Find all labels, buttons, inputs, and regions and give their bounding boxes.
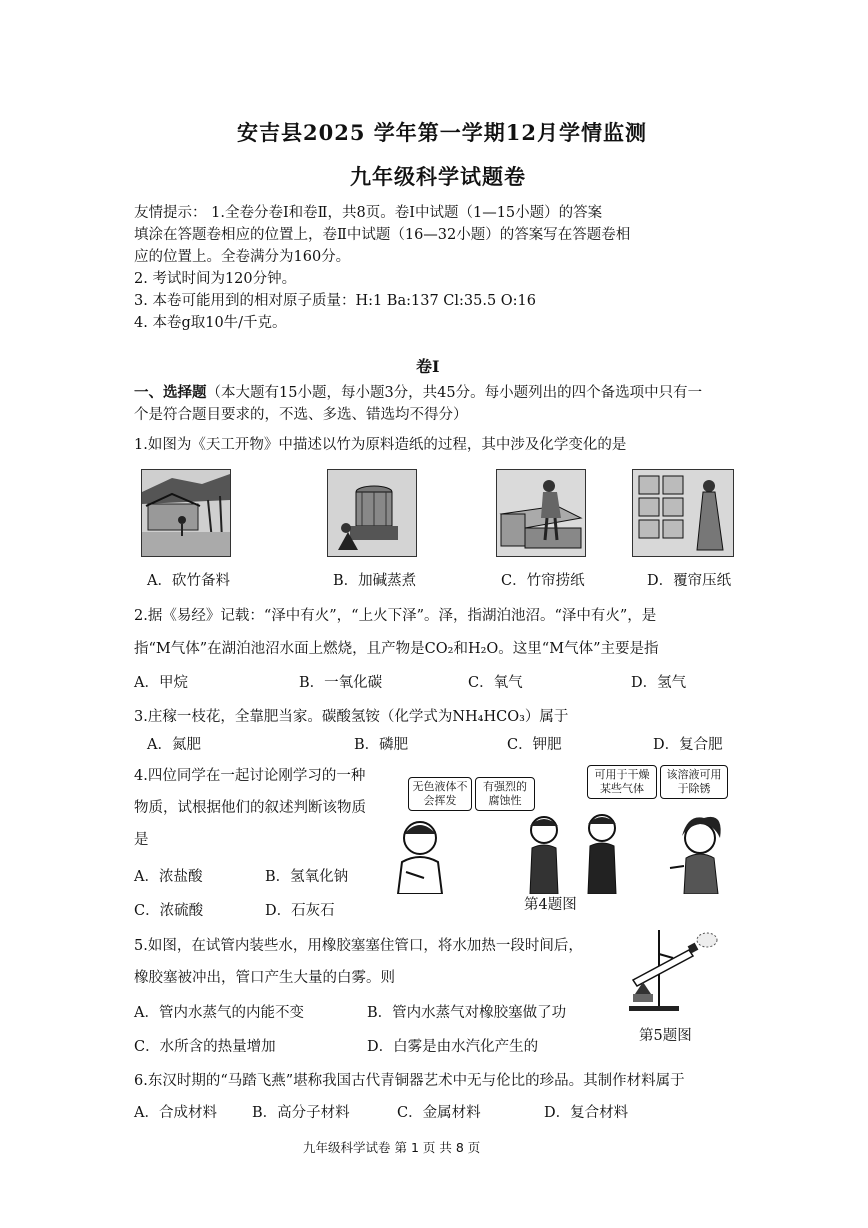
page-subtitle: 九年级科学试题卷 [350,164,526,189]
alkali-boiling-illustration [328,470,416,556]
q2-option-d: D．氢气 [631,675,687,691]
q3-option-b: B．磷肥 [354,737,409,753]
page-footer: 九年级科学试卷 第 1 页 共 8 页 [303,1140,481,1155]
q5-line-2: 橡胶塞被冲出，管口产生大量的白雾。则 [134,970,395,986]
q4-line-3: 是 [134,832,149,848]
section-heading-bold: 一、选择题 [134,384,207,401]
q2-option-b: B．一氧化碳 [299,675,383,691]
q4-students-illustration [384,808,740,894]
q4-line-1: 4.四位同学在一起讨论刚学习的一种 [134,768,366,784]
tips-line-3: 应的位置上。全卷满分为160分。 [134,249,351,265]
q3-option-c: C．钾肥 [507,737,562,753]
q1-figure-c [496,469,586,557]
section-name: 卷Ⅰ [416,357,440,376]
q2-option-c: C．氧气 [468,675,523,691]
q4-bubble-2: 有强烈的腐蚀性 [475,777,535,811]
tips-line-1: 友情提示： 1.全卷分卷Ⅰ和卷Ⅱ，共8页。卷Ⅰ中试题（1—15小题）的答案 [134,205,603,221]
q4-bubble-1: 无色液体不会挥发 [408,777,472,811]
q4-option-d: D．石灰石 [265,903,335,919]
q4-option-a: A．浓盐酸 [134,869,203,885]
q6-option-a: A．合成材料 [134,1105,217,1121]
q5-test-tube-apparatus [615,924,725,1014]
q2-line-2: 指“M气体”在湖泊池沼水面上燃烧，且产物是CO₂和H₂O。这里“M气体”主要是指 [134,641,659,657]
tips-line-2: 填涂在答题卷相应的位置上，卷Ⅱ中试题（16—32小题）的答案写在答题卷相 [134,227,631,243]
page-title: 安吉县2025 学年第一学期12月学情监测 [237,120,647,145]
q4-line-2: 物质，试根据他们的叙述判断该物质 [134,800,366,816]
q4-bubble-3: 可用于干燥某些气体 [587,765,657,799]
q1-figure-a [141,469,231,557]
q6-stem: 6.东汉时期的“马踏飞燕”堪称我国古代青铜器艺术中无与伦比的珍品。其制作材料属于 [134,1073,685,1089]
q4-figure-caption: 第4题图 [524,897,577,913]
q1-option-b: B．加碱蒸煮 [333,573,417,589]
q3-stem: 3.庄稼一枝花，全靠肥当家。碳酸氢铵（化学式为NH₄HCO₃）属于 [134,709,569,725]
q5-option-b: B．管内水蒸气对橡胶塞做了功 [367,1005,567,1021]
q6-option-c: C．金属材料 [397,1105,481,1121]
q4-bubble-4: 该溶液可用于除锈 [660,765,728,799]
q5-option-d: D．白雾是由水汽化产生的 [367,1039,539,1055]
q6-option-d: D．复合材料 [544,1105,629,1121]
section-heading-line-2: 个是符合题目要求的，不选、多选、错选均不得分） [134,407,468,423]
paper-pressing-illustration [633,470,733,556]
tips-line-5: 3. 本卷可能用到的相对原子质量：H:1 Ba:137 Cl:35.5 O:16 [134,293,537,309]
q5-line-1: 5.如图，在试管内装些水，用橡胶塞塞住管口，将水加热一段时间后， [134,938,583,954]
q4-option-c: C．浓硫酸 [134,903,204,919]
q5-option-c: C．水所含的热量增加 [134,1039,276,1055]
q1-option-c: C．竹帘捞纸 [501,573,585,589]
q1-option-a: A．砍竹备料 [147,573,230,589]
q1-figure-d [632,469,734,557]
q2-line-1: 2.据《易经》记载：“泽中有火”，“上火下泽”。泽，指湖泊池沼。“泽中有火”，是 [134,608,657,624]
q1-stem: 1.如图为《天工开物》中描述以竹为原料造纸的过程，其中涉及化学变化的是 [134,437,627,453]
bamboo-cutting-illustration [142,470,230,556]
tips-line-4: 2. 考试时间为120分钟。 [134,271,297,287]
section-heading [134,382,702,404]
paper-scooping-illustration [497,470,585,556]
q3-option-a: A．氮肥 [147,737,201,753]
q2-option-a: A．甲烷 [134,675,188,691]
tips-line-6: 4. 本卷g取10牛/千克。 [134,315,287,331]
section-heading-rest: （本大题有15小题，每小题3分，共45分。每小题列出的四个备选项中只有一 [206,385,703,401]
q4-option-b: B．氢氧化钠 [265,869,349,885]
q6-option-b: B．高分子材料 [252,1105,350,1121]
q5-option-a: A．管内水蒸气的内能不变 [134,1005,304,1021]
q3-option-d: D．复合肥 [653,737,723,753]
q1-option-d: D．覆帘压纸 [647,573,732,589]
q1-figure-b [327,469,417,557]
q5-figure-caption: 第5题图 [639,1028,692,1044]
